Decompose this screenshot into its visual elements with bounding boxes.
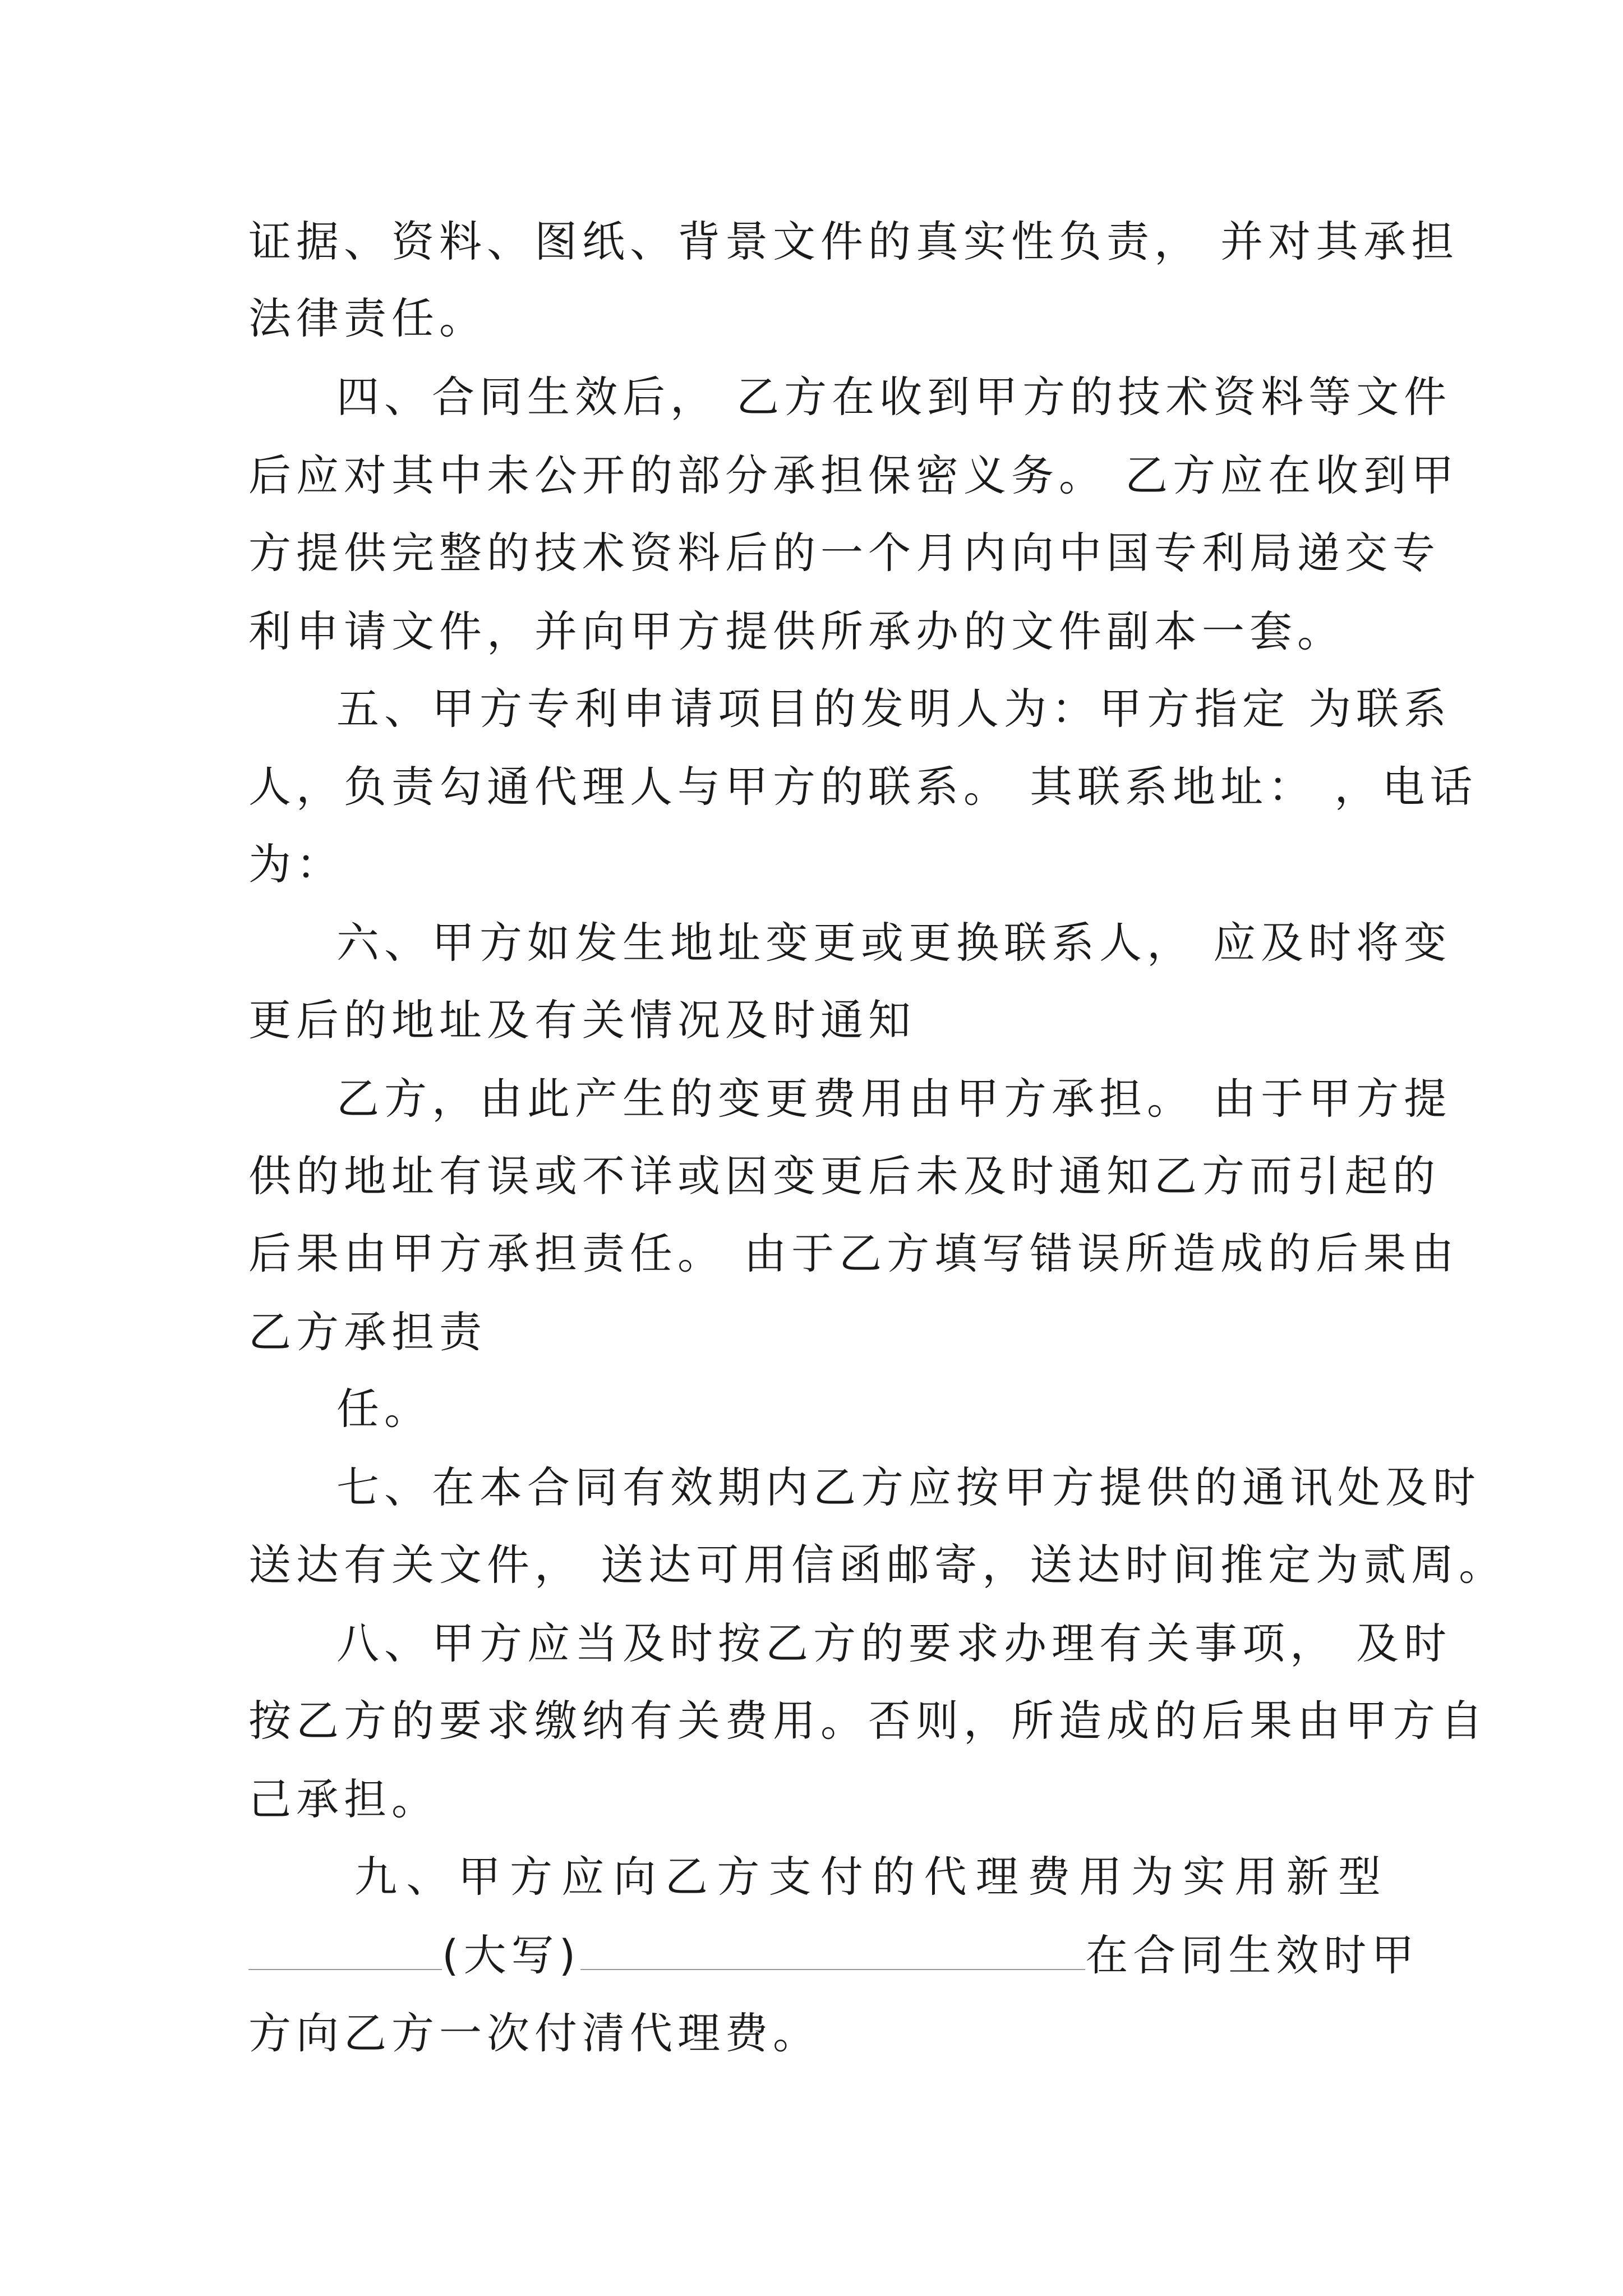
clause-5-line-3: 为：: [248, 839, 344, 889]
clause-9-char: 型: [1338, 1852, 1381, 1902]
clause-9-line-3: 方向乙方一次付清代理费。: [248, 2008, 820, 2058]
uppercase-label: (大写): [442, 1930, 581, 1980]
clause-8-line-2: 按乙方的要求缴纳有关费用。否则，所造成的后果由甲方自: [248, 1696, 1488, 1746]
clause-6-line-4: 供的地址有误或不详或因变更后未及时通知乙方而引起的: [248, 1151, 1440, 1201]
clause-9-char: 方: [717, 1852, 760, 1902]
clause-4-line-3: 方提供完整的技术资料后的一个月内向中国专利局递交专: [248, 528, 1440, 578]
clause-6-line-1: 六、甲方如发生地址变更或更换联系人， 应及时将变: [336, 918, 1452, 968]
fee-amount-blank[interactable]: [248, 1936, 442, 1970]
clause-8-line-1: 八、甲方应当及时按乙方的要求办理有关事项， 及时: [336, 1618, 1452, 1668]
clause-9-char: 九: [354, 1852, 397, 1902]
clause-9-char: 支: [768, 1852, 811, 1902]
clause-4-line-4: 利申请文件，并向甲方提供所承办的文件副本一套。: [248, 606, 1345, 656]
text-line-1: 证据、资料、图纸、背景文件的真实性负责， 并对其承担: [248, 217, 1459, 266]
clause-9-char: 的: [872, 1852, 915, 1902]
clause-6-line-5: 后果由甲方承担责任。 由于乙方填写错误所造成的后果由: [248, 1228, 1459, 1278]
clause-9-char: 用: [1234, 1852, 1278, 1902]
clause-9-char: 新: [1286, 1852, 1329, 1902]
payment-time-text: 在合同生效时甲: [1085, 1930, 1419, 1980]
clause-9-char: 代: [924, 1852, 967, 1902]
clause-8-line-3: 己承担。: [248, 1774, 439, 1824]
clause-5-line-1: 五、甲方专利申请项目的发明人为：甲方指定 为联系: [336, 684, 1452, 734]
clause-6-line-2: 更后的地址及有关情况及时通知: [248, 995, 916, 1045]
clause-9-char: 付: [820, 1852, 863, 1902]
clause-4-line-1: 四、合同生效后， 乙方在收到甲方的技术资料等文件: [336, 372, 1452, 422]
clause-9-line-1: [354, 1852, 1381, 1902]
clause-9-line-2: [248, 1930, 1419, 1980]
clause-9-char: 应: [561, 1852, 605, 1902]
clause-4-line-2: 后应对其中未公开的部分承担保密义务。 乙方应在收到甲: [248, 450, 1459, 500]
clause-6-line-3: 乙方，由此产生的变更费用由甲方承担。 由于甲方提: [336, 1074, 1452, 1124]
text-line-2: 法律责任。: [248, 293, 487, 343]
clause-7-line-1: 七、在本合同有效期内乙方应按甲方提供的通讯处及时: [336, 1462, 1481, 1512]
clause-9-char: 为: [1131, 1852, 1174, 1902]
clause-9-char: 理: [975, 1852, 1018, 1902]
clause-5-line-2: 人，负责勾通代理人与甲方的联系。 其联系地址： ，电话: [248, 762, 1478, 812]
clause-9-char: 方: [509, 1852, 552, 1902]
clause-9-char: 、: [406, 1852, 449, 1902]
clause-9-char: 向: [613, 1852, 656, 1902]
clause-6-line-6: 乙方承担责: [248, 1307, 487, 1357]
clause-7-line-2: 送达有关文件， 送达可用信函邮寄，送达时间推定为贰周。: [248, 1540, 1507, 1590]
clause-9-char: 乙: [665, 1852, 708, 1902]
clause-9-char: 费: [1027, 1852, 1071, 1902]
clause-9-char: 实: [1183, 1852, 1225, 1902]
clause-6-line-7: 任。: [336, 1384, 432, 1434]
clause-9-char: 甲: [458, 1852, 501, 1902]
uppercase-amount-blank[interactable]: [580, 1936, 1085, 1970]
clause-9-char: 用: [1079, 1852, 1122, 1902]
